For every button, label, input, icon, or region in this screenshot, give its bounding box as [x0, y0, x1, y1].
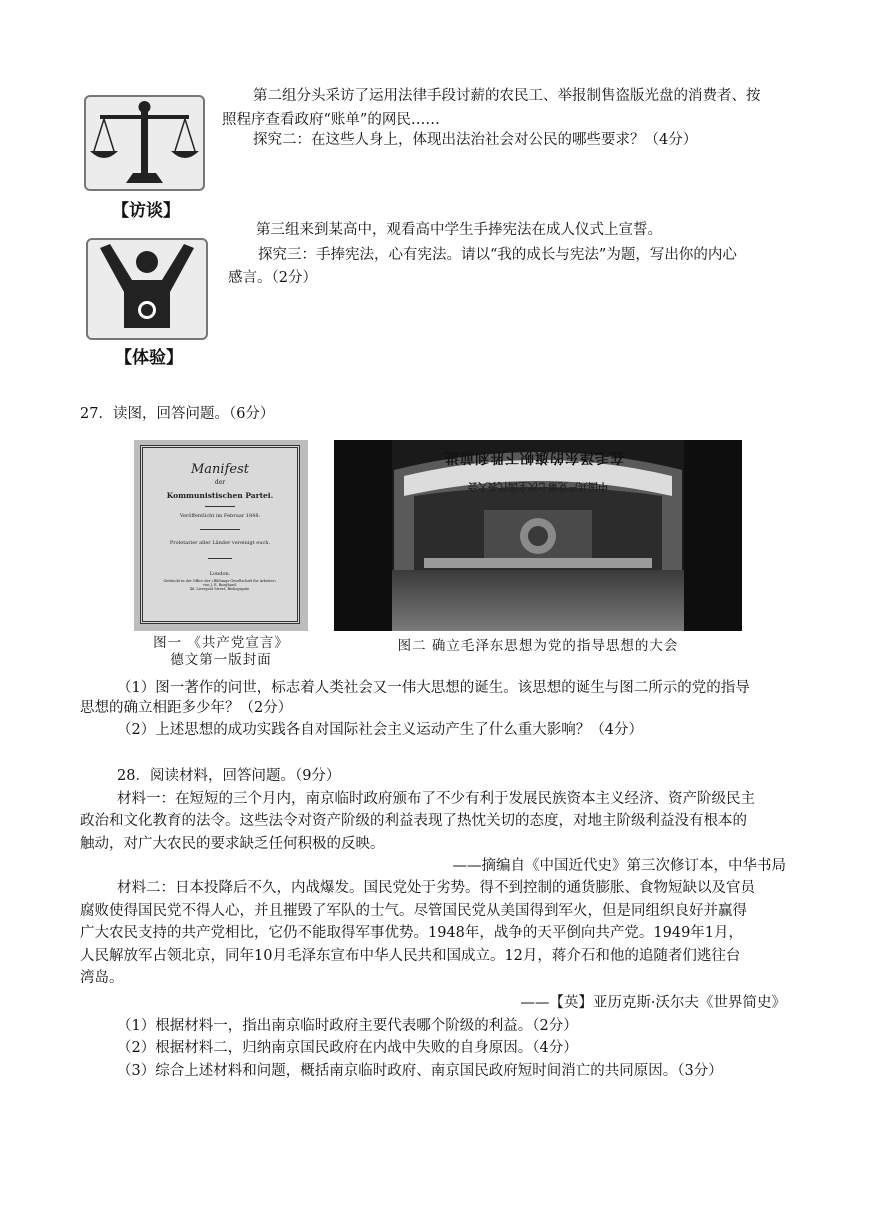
scales-icon: [86, 97, 203, 189]
q28-material1-line1: 材料一：在短短的三个月内，南京临时政府颁布了不少有利于发展民族资本主义经济、资产阶级民主: [117, 791, 755, 807]
q28-material2-line1: 材料二：日本投降后不久，内战爆发。国民党处于劣势。得不到控制的通货膨胀、食物短缺以及官员: [117, 880, 755, 896]
scales-icon-box: [84, 95, 205, 191]
hall-banner: 在毛泽东的旗帜下胜利前进: [444, 449, 624, 465]
hall-subbanner: 中国共产党第七次全国代表大会: [468, 480, 608, 491]
interview-line-2: 照程序查看政府“账单”的网民……: [222, 112, 440, 128]
cover-printer-3: 46, Liverpool Street, Bishopsgate.: [189, 587, 251, 591]
q27-sub1-line2: 思想的确立相距多少年？（2分）: [80, 700, 293, 716]
cover-printer-1: Gedruckt in der Office der »Bildungs-Gesellschaft für Arbeiter«: [163, 579, 277, 583]
interview-line-1: 第二组分头采访了运用法律手段讨薪的农民工、举报制售盗版光盘的消费者、按: [253, 88, 761, 104]
q28-material2-line4: 人民解放军占领北京，同年10月毛泽东宣布中华人民共和国成立。12月，蒋介石和他的追随者们逃往台: [80, 948, 741, 964]
experience-line-1: 第三组来到某高中，观看高中学生手捧宪法在成人仪式上宣誓。: [256, 222, 662, 238]
q28-material1-line2: 政治和文化教育的法令。这些法令对资产阶级的利益表现了热忱关切的态度，对地主阶级利益没有根本的: [80, 813, 747, 829]
experience-caption: 【体验】: [115, 348, 183, 368]
cover-party-title: Kommunistischen Partei.: [166, 491, 274, 500]
cover-printer-2: von J. E. Burghard.: [203, 583, 237, 587]
person-icon-box: [86, 238, 208, 340]
cover-rule-2: [200, 529, 240, 530]
fig2-caption: 图二 确立毛泽东思想为党的指导思想的大会: [397, 638, 679, 654]
q28-material1-line3: 触动，对广大农民的要求缺乏任何积极的反映。: [80, 836, 385, 852]
q28-material2-line2: 腐败使得国民党不得人心，并且摧毁了军队的士气。尽管国民党从美国得到军火，但是同组织良好并赢得: [80, 903, 747, 919]
congress-hall-photo: [334, 440, 742, 631]
cover-slogan: Proletarier aller Länder vereinigt euch.: [169, 540, 271, 546]
cover-city: London.: [209, 571, 231, 577]
q28-material2-line3: 广大农民支持的共产党相比，它仍不能取得军事优势。1948年，战争的天平倒向共产党。1949年1月，: [80, 925, 744, 941]
fig1-caption-2: 德文第一版封面: [170, 652, 272, 668]
q27-title: 27．读图，回答问题。（6分）: [80, 406, 275, 422]
person-raising-arms-icon: [88, 240, 206, 338]
q28-material2-source: ——【英】亚历克斯·沃尔夫《世界简史》: [520, 995, 786, 1011]
fig1-caption-1: 图一 《共产党宣言》: [153, 635, 289, 651]
interview-caption: 【访谈】: [112, 201, 180, 221]
q28-sub2: （2）根据材料二，归纳南京国民政府在内战中失败的自身原因。（4分）: [117, 1040, 578, 1056]
manifesto-cover-image: [134, 440, 308, 631]
q28-title: 28．阅读材料，回答问题。（9分）: [117, 768, 341, 784]
q27-sub2: （2）上述思想的成功实践各自对国际社会主义运动产生了什么重大影响？（4分）: [117, 722, 643, 738]
cover-rule-1: [205, 506, 235, 507]
cover-word-manifest: Manifest: [191, 462, 249, 477]
cover-word-der: der: [214, 479, 226, 486]
q28-sub3: （3）综合上述材料和问题，概括南京临时政府、南京国民政府短时间消亡的共同原因。（3分）: [117, 1063, 723, 1079]
q28-sub1: （1）根据材料一，指出南京临时政府主要代表哪个阶级的利益。（2分）: [117, 1018, 578, 1034]
interview-question: 探究二：在这些人身上，体现出法治社会对公民的哪些要求？（4分）: [253, 132, 698, 148]
experience-line-3: 感言。（2分）: [228, 270, 317, 286]
q28-material2-line5: 湾岛。: [80, 970, 124, 986]
cover-rule-3: [208, 558, 232, 559]
q27-sub1-line1: （1）图一著作的问世，标志着人类社会又一伟大思想的诞生。该思想的诞生与图二所示的党的指导: [117, 680, 750, 696]
cover-date: Veröffentlicht im Februar 1848.: [179, 513, 261, 519]
experience-line-2: 探究三：手捧宪法，心有宪法。请以“我的成长与宪法”为题，写出你的内心: [258, 247, 737, 263]
q28-material1-source: ——摘编自《中国近代史》第三次修订本，中华书局: [452, 858, 786, 874]
